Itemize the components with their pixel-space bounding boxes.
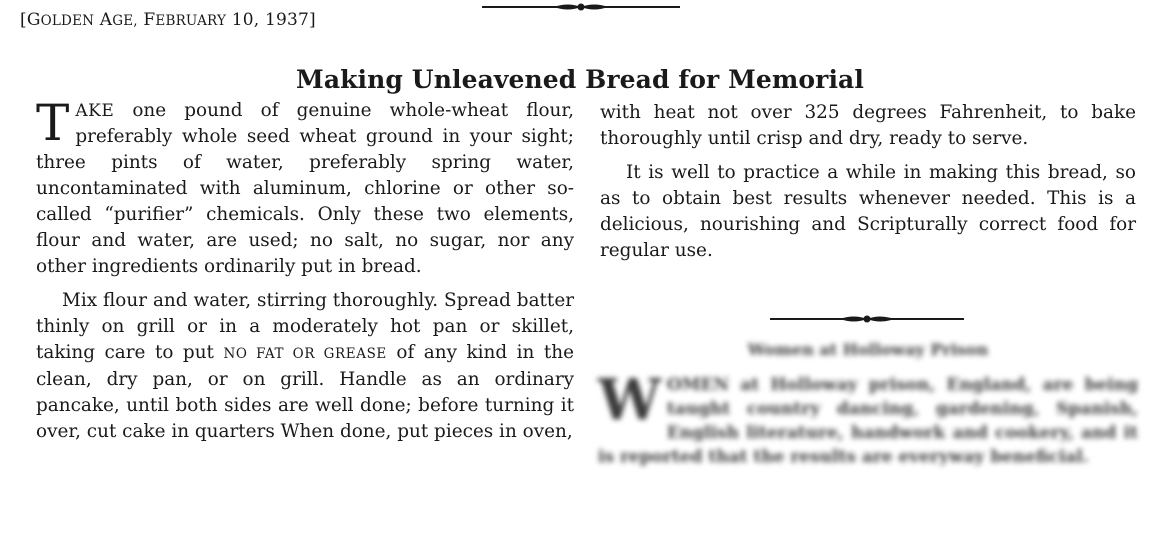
source-date: 10, 1937] bbox=[231, 10, 316, 30]
method-text-b: of any kind in the clean, dry pan, or on grill. Handle as an ordinary pancake, until both sides are well done; before turning it over, cut cake in quarters When done, put pieces in oven, bbox=[36, 342, 575, 442]
source-word2-rest: GE, bbox=[112, 13, 138, 29]
next-article-drop-cap: W bbox=[598, 367, 661, 433]
source-bracket: [ bbox=[20, 10, 27, 30]
method-text-a: Mix flour and water, stirring thoroughly. Spread batter thinly on grill or in a moderately hot pan or skillet, taking care to put bbox=[36, 290, 574, 363]
paragraph-ingredients bbox=[36, 94, 574, 280]
source-word1-cap: G bbox=[26, 10, 41, 30]
ornament-divider-top bbox=[482, 0, 680, 14]
first-word: AKE bbox=[75, 101, 115, 121]
source-word3-cap: F bbox=[143, 10, 156, 30]
method-emphasis: NO FAT OR GREASE bbox=[223, 346, 387, 362]
ornament-divider-middle bbox=[770, 312, 964, 326]
paragraph-baking: with heat not over 325 degrees Fahrenheit, to bake thoroughly until crisp and dry, ready to serve. bbox=[600, 102, 1136, 149]
next-article-first-word: OMEN bbox=[666, 375, 730, 395]
paragraph-practice: It is well to practice a while in making this bread, so as to obtain best results whenever needed. This is a delicious, nourishing and Scripturally correct food for regular use. bbox=[600, 162, 1136, 261]
next-article-body bbox=[598, 367, 1138, 469]
source-citation bbox=[20, 10, 316, 30]
source-word3-rest: EBRUARY bbox=[155, 13, 227, 29]
article-title: Making Unleavened Bread for Memorial bbox=[296, 64, 864, 94]
next-article-blurred bbox=[598, 340, 1138, 469]
left-column bbox=[36, 94, 575, 445]
paragraph-method bbox=[36, 288, 574, 445]
source-word2-cap: A bbox=[99, 10, 113, 30]
drop-cap: T bbox=[36, 94, 70, 152]
ingredients-text: one pound of genuine whole-wheat flour, preferably whole seed wheat ground in your sight; three pints of water, preferably spring water, uncontaminated with aluminum, chlorine or other so-called “purifier” chemicals. Only these two elements, flour and water, are used; no salt, no sugar, nor any other ingredients ordinarily put in bread. bbox=[36, 100, 574, 277]
next-article-text: at Holloway prison, England, are being taught country dancing, gardening, Spanish, English literature, handwork and cookery, and it is reported that the results are everyway beneficial. bbox=[598, 375, 1138, 467]
right-column bbox=[600, 100, 1136, 264]
next-article-title: Women at Holloway Prison bbox=[747, 340, 989, 359]
source-word1-rest: OLDEN bbox=[40, 13, 95, 29]
